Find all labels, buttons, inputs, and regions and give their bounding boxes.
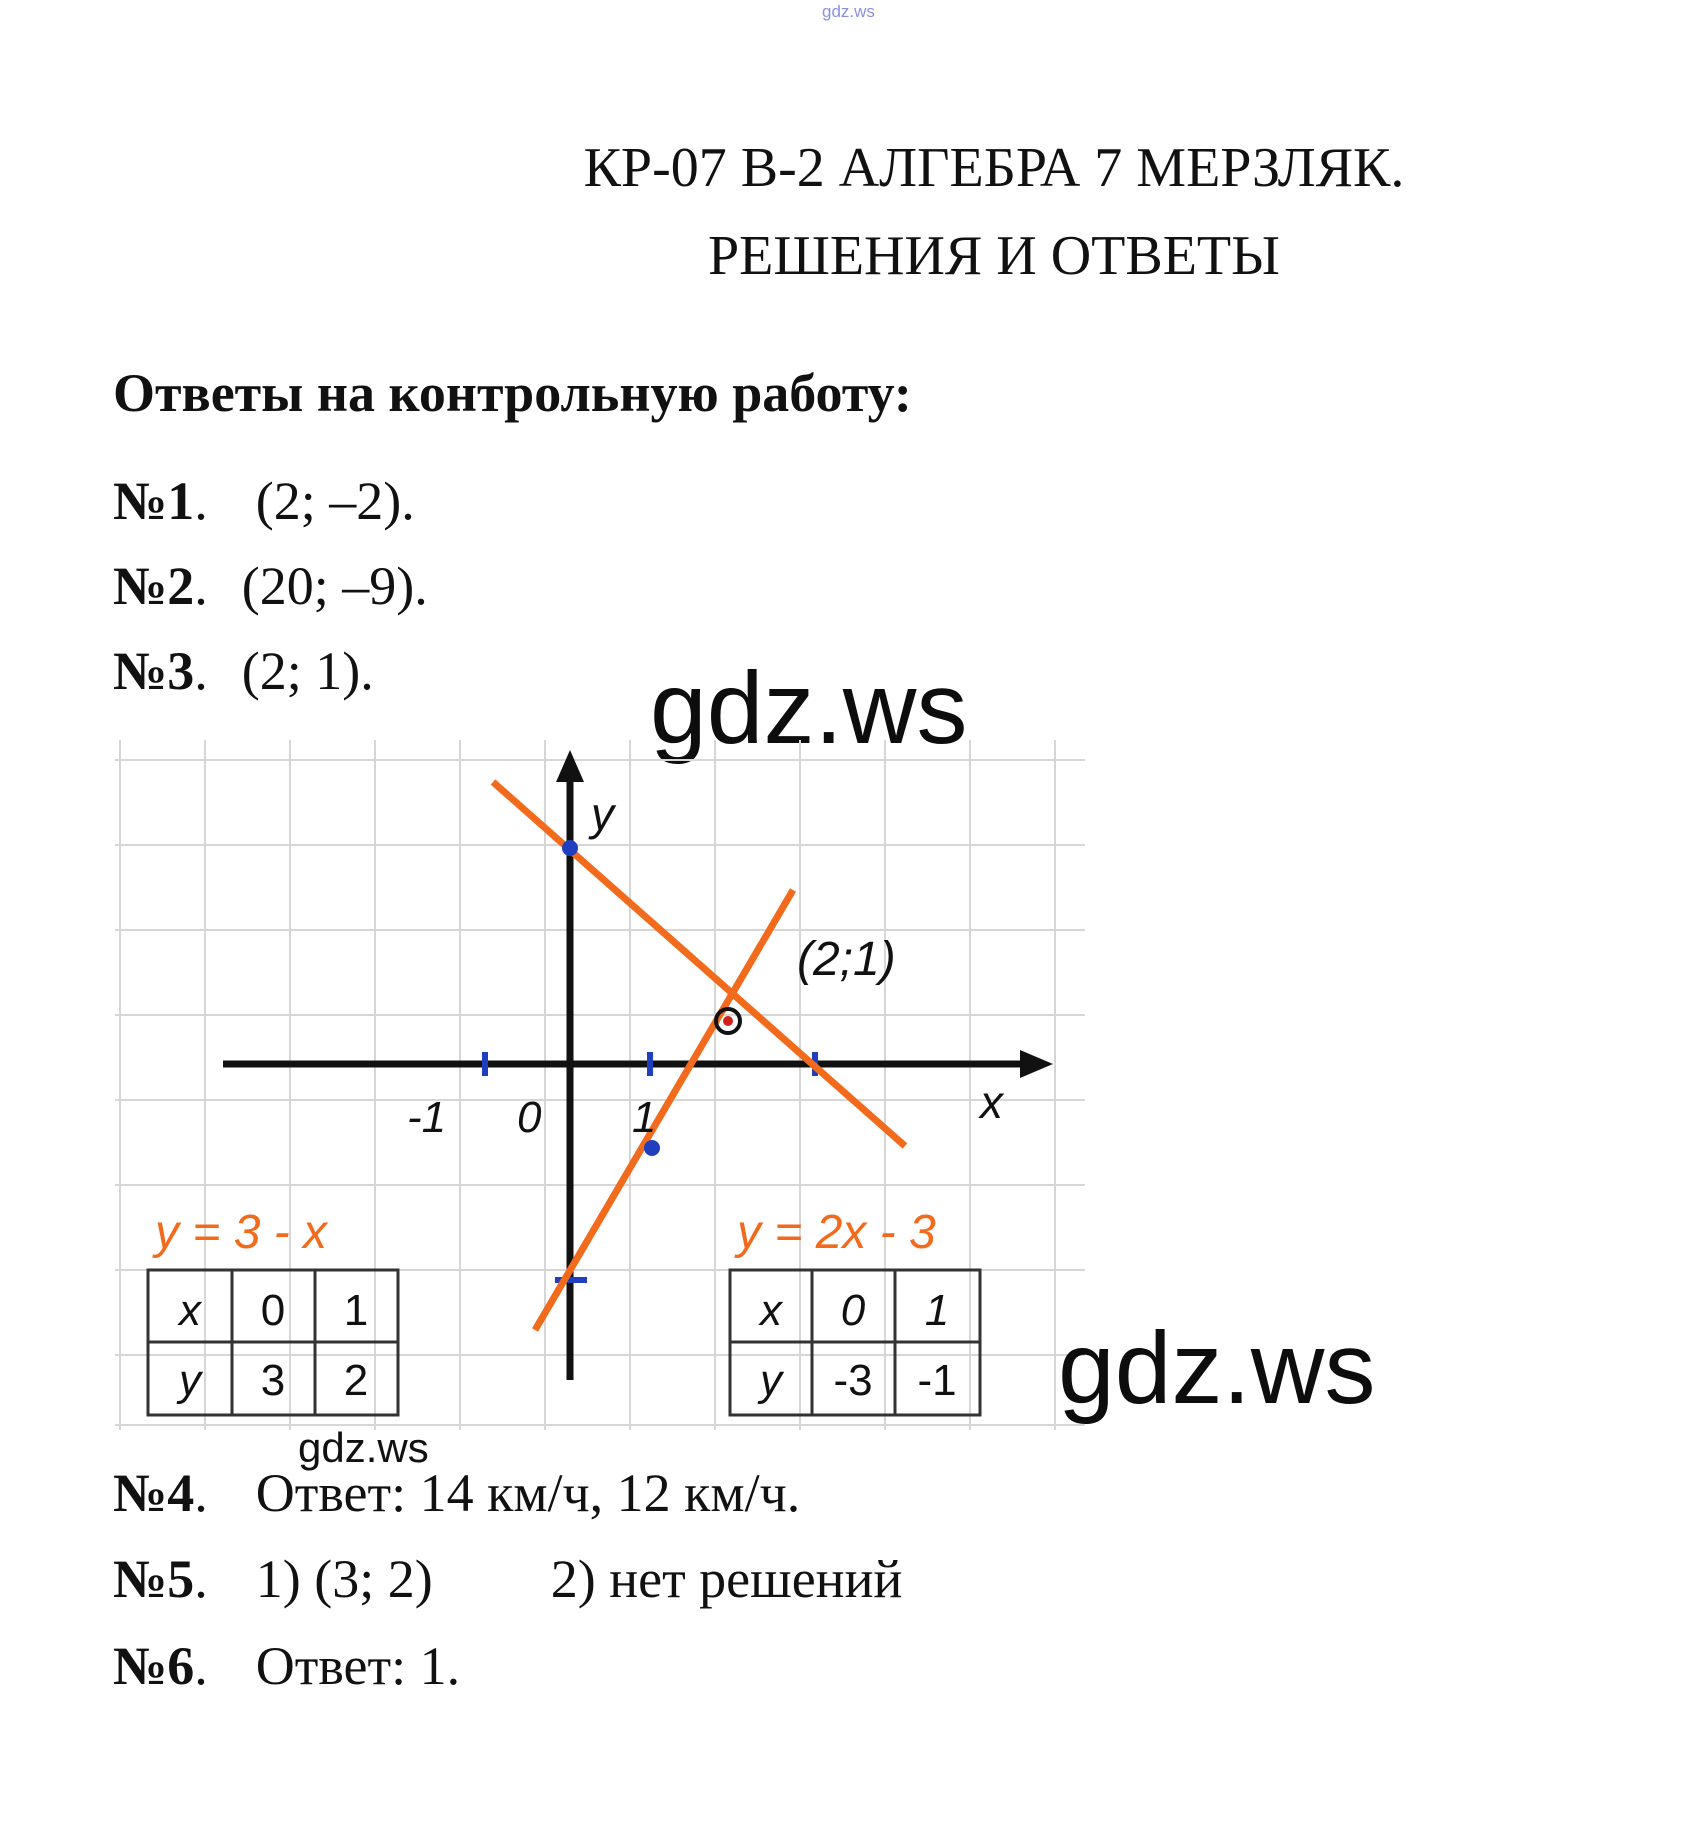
answer-6: №6. Ответ: 1. <box>113 1636 461 1696</box>
tick-neg1-label: -1 <box>407 1093 447 1142</box>
answer-number: №6 <box>113 1636 195 1696</box>
axis-y-label: y <box>591 788 614 840</box>
left-table-cell: x <box>179 1286 201 1335</box>
right-table-cell: 0 <box>840 1286 866 1335</box>
x-axis-arrow-icon <box>1020 1050 1053 1078</box>
left-table-cell: 1 <box>343 1286 369 1335</box>
page-title-line2: РЕШЕНИЯ И ОТВЕТЫ <box>708 225 1280 287</box>
watermark-top: gdz.ws <box>822 2 875 21</box>
answer-number: №3 <box>113 641 195 701</box>
y-axis-arrow-icon <box>556 750 584 782</box>
line-y-2x-minus-3 <box>535 890 793 1330</box>
watermark-mid: gdz.ws <box>650 651 968 765</box>
answer-number: №4 <box>113 1463 195 1523</box>
answer-text: Ответ: 1. <box>255 1636 461 1696</box>
answer-text: 1) (3; 2) <box>255 1549 433 1609</box>
answer-number: №1 <box>113 471 195 531</box>
answers-heading: Ответы на контрольную работу: <box>113 363 912 423</box>
watermark-right: gdz.ws <box>1058 1311 1376 1425</box>
answer-4: №4. Ответ: 14 км/ч, 12 км/ч. <box>113 1463 801 1523</box>
point-0-3 <box>562 840 578 856</box>
answer-1: №1. (2; –2). <box>113 471 415 531</box>
left-table-cell: 2 <box>343 1356 369 1405</box>
right-table-cell: -3 <box>833 1356 873 1405</box>
origin-label: 0 <box>517 1093 542 1142</box>
intersection-dot <box>723 1016 733 1026</box>
answer-text: (2; –2). <box>255 471 415 531</box>
answer-text: (2; 1). <box>241 641 374 701</box>
right-table-cell: x <box>760 1286 782 1335</box>
answer-text-2: 2) нет решений <box>550 1549 903 1609</box>
left-table-cell: 3 <box>260 1356 286 1405</box>
watermark-small: gdz.ws <box>298 1424 429 1471</box>
answer-5: №5. 1) (3; 2) 2) нет решений <box>113 1549 903 1609</box>
page-title-line1: КР-07 В-2 АЛГЕБРА 7 МЕРЗЛЯК. <box>583 137 1405 199</box>
left-equation: y = 3 - x <box>155 1206 328 1259</box>
answer-number: №5 <box>113 1549 195 1609</box>
answer-3: №3. (2; 1). <box>113 641 374 701</box>
graph-figure <box>115 740 1085 1430</box>
intersection-label: (2;1) <box>797 933 896 986</box>
answer-number: №2 <box>113 556 195 616</box>
right-equation: y = 2x - 3 <box>737 1206 936 1259</box>
left-table-cell: 0 <box>260 1286 286 1335</box>
left-table-cell: y <box>179 1356 201 1405</box>
answer-text: Ответ: 14 км/ч, 12 км/ч. <box>255 1463 801 1523</box>
point-1-neg1 <box>644 1140 660 1156</box>
right-table-cell: 1 <box>924 1286 950 1335</box>
right-table-cell: -1 <box>917 1356 957 1405</box>
axis-x-label: x <box>980 1076 1003 1128</box>
tick-1-label: 1 <box>632 1093 657 1142</box>
right-table-cell: y <box>760 1356 782 1405</box>
answer-text: (20; –9). <box>241 556 428 616</box>
answer-2: №2. (20; –9). <box>113 556 428 616</box>
